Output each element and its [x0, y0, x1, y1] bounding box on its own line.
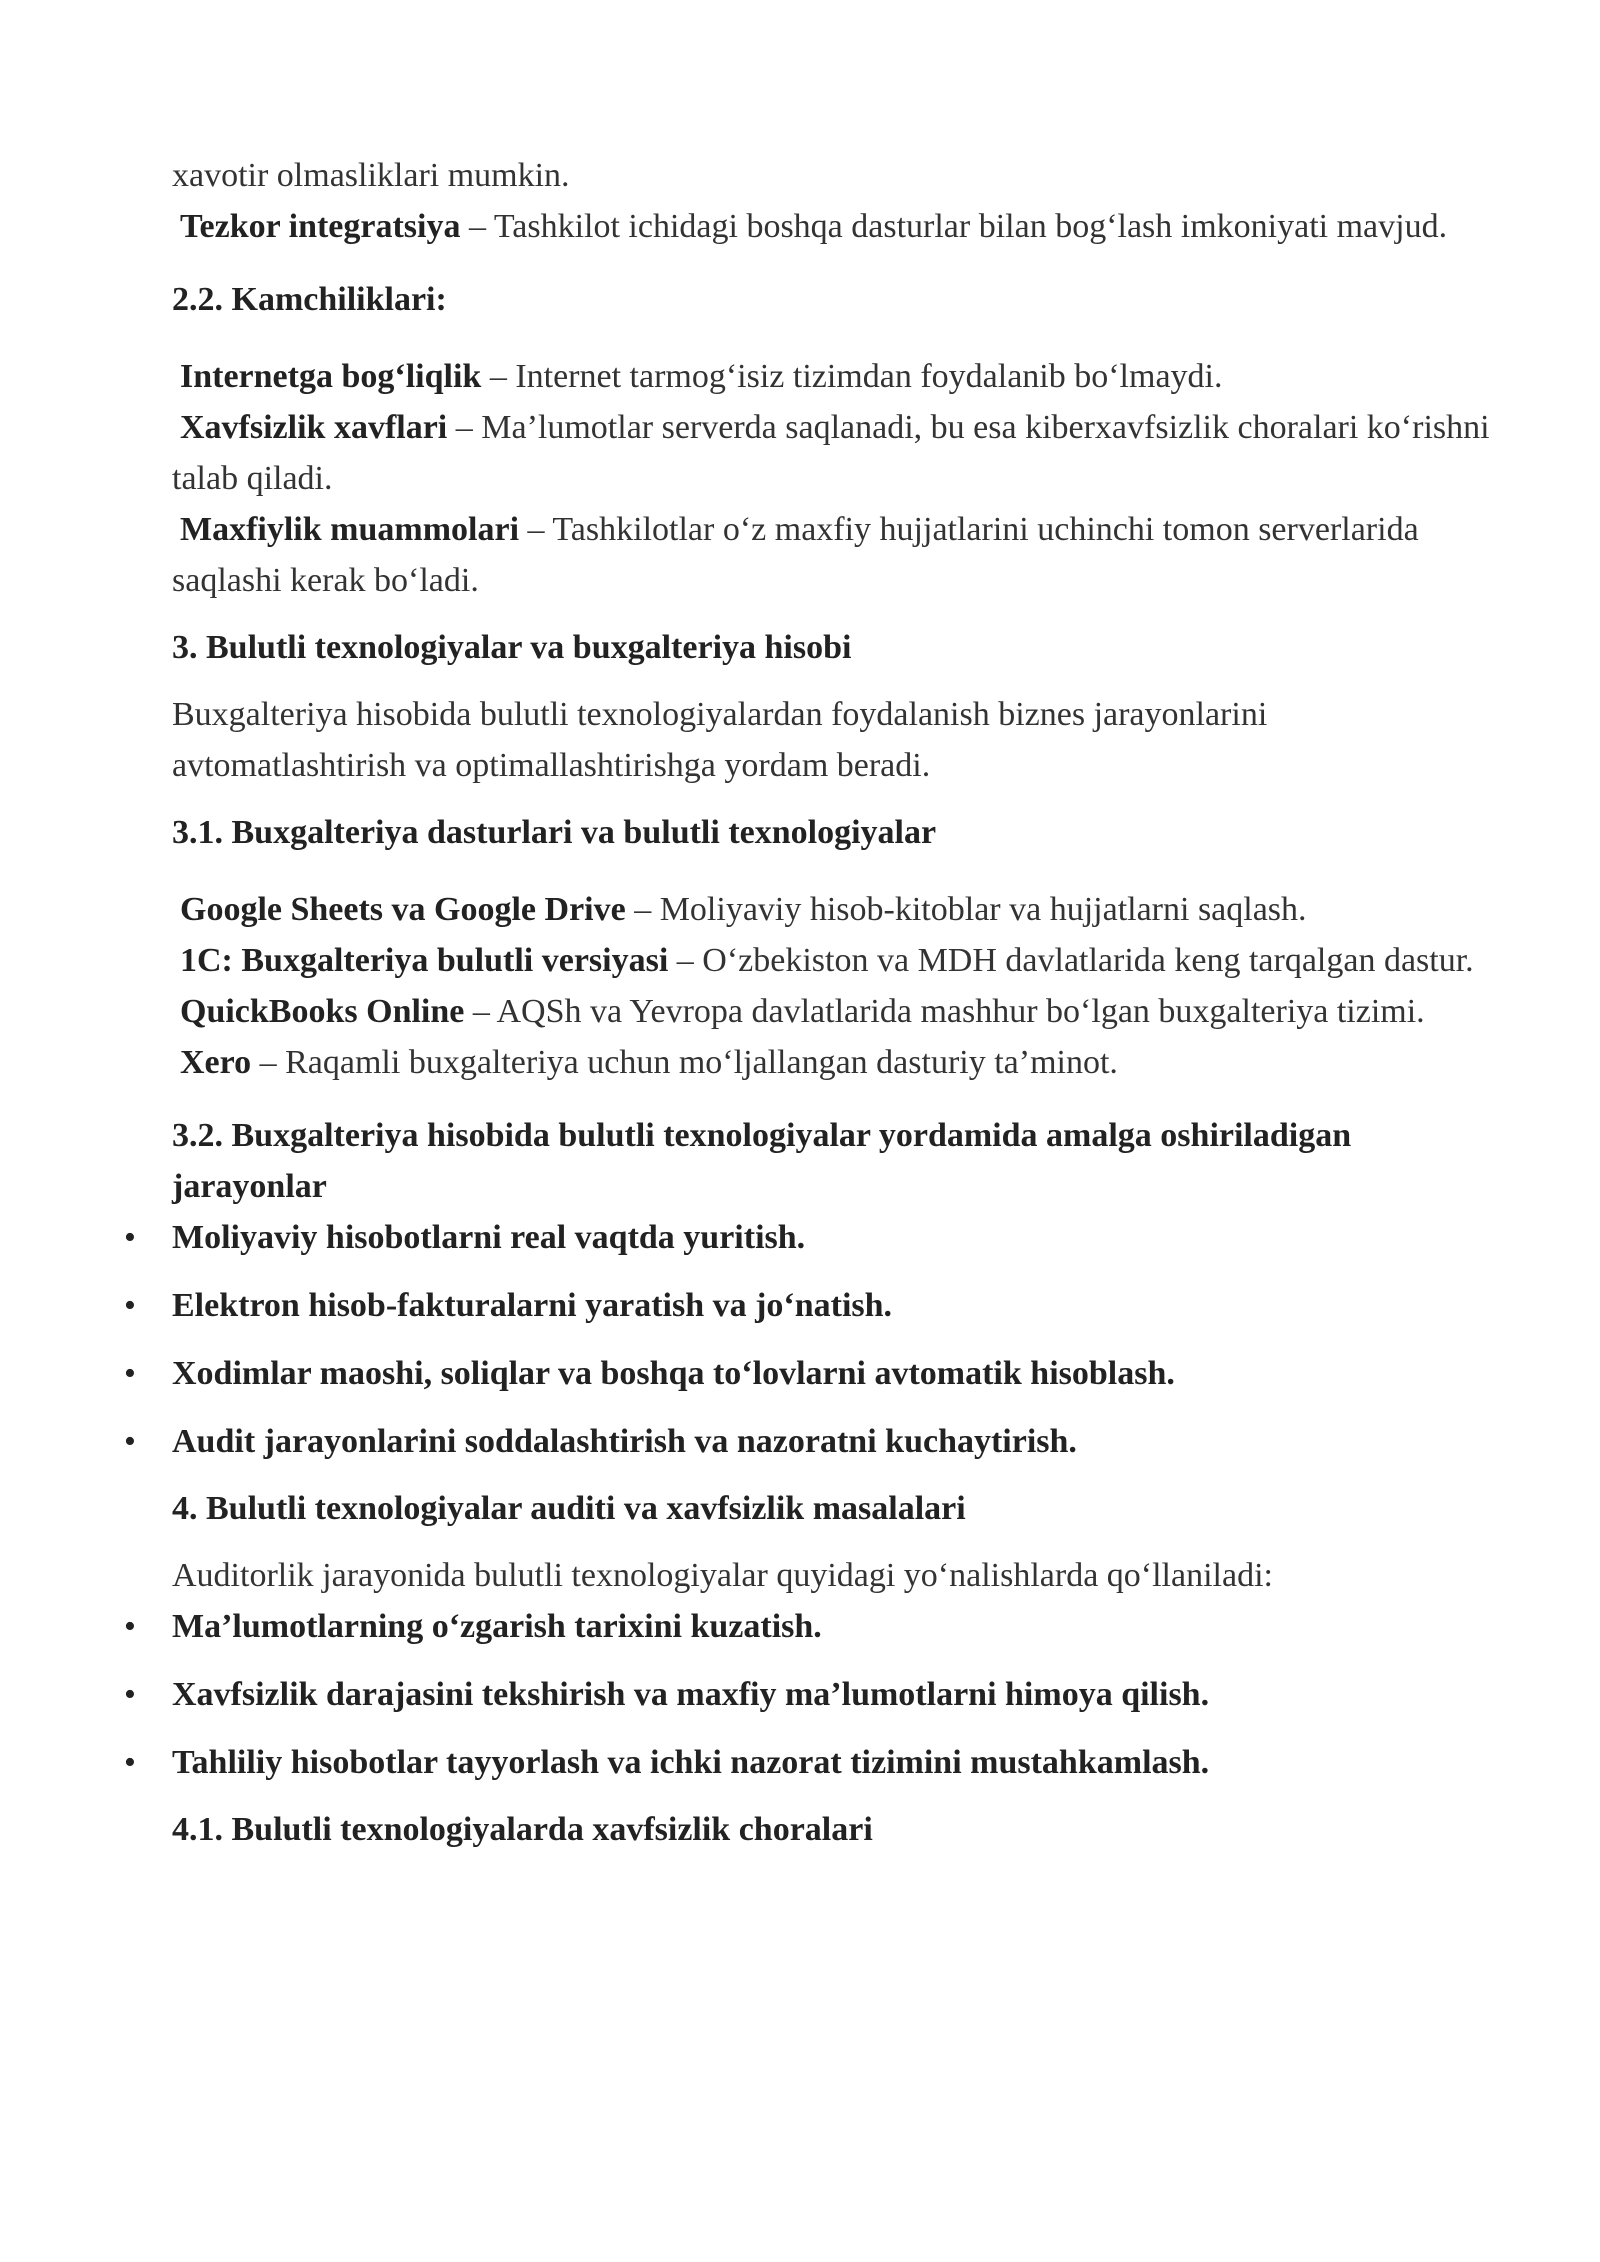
item-description: – Tashkilotlar o‘z maxfiy hujjatlarini uchinchi tomon serverlarida saqlashi kerak bo‘ladi. [172, 511, 1419, 599]
item-term: QuickBooks Online [180, 993, 465, 1030]
item-description: – Ma’lumotlar serverda saqlanadi, bu esa kiberxavfsizlik choralari ko‘rishni talab qiladi. [172, 409, 1490, 497]
list-item-text: Elektron hisob-fakturalarni yaratish va jo‘natish. [172, 1287, 893, 1324]
list-item-text: Moliyaviy hisobotlarni real vaqtda yuritish. [172, 1219, 806, 1256]
bullet-icon: • [124, 1287, 136, 1324]
item-term: Maxfiylik muammolari [180, 511, 520, 548]
section-heading-4-1: 4.1. Bulutli texnologiyalarda xavfsizlik choralari [172, 1811, 873, 1848]
item-description: – O‘zbekiston va MDH davlatlarida keng tarqalgan dastur. [668, 942, 1474, 979]
list-item [124, 1280, 1490, 1331]
paragraph-continuation [172, 150, 1490, 201]
item-description: – Moliyaviy hisob-kitoblar va hujjatlarni saqlash. [625, 891, 1307, 928]
list-item [124, 1601, 1490, 1652]
item-term: Google Sheets va Google Drive [180, 891, 626, 928]
list-item [124, 1669, 1490, 1720]
list-item-text: Ma’lumotlarning o‘zgarish tarixini kuzatish. [172, 1608, 822, 1645]
disadvantage-item [172, 402, 1490, 504]
section-heading-4: 4. Bulutli texnologiyalar auditi va xavfsizlik masalalari [172, 1490, 966, 1527]
item-term: Tezkor integratsiya [180, 208, 461, 245]
list-item-text: Xodimlar maoshi, soliqlar va boshqa to‘lovlarni avtomatik hisoblash. [172, 1355, 1175, 1392]
list-item [124, 1416, 1490, 1467]
software-item [172, 1037, 1490, 1088]
software-list [172, 884, 1490, 1088]
bullet-icon: • [124, 1423, 136, 1460]
item-term: Xavfsizlik xavflari [180, 409, 448, 446]
section-heading-3-1: 3.1. Buxgalteriya dasturlari va bulutli texnologiyalar [172, 814, 937, 851]
bullet-icon: • [124, 1608, 136, 1645]
item-description: – Raqamli buxgalteriya uchun mo‘ljallangan dasturiy ta’minot. [251, 1044, 1118, 1081]
section-3-paragraph: Buxgalteriya hisobida bulutli texnologiyalardan foydalanish biznes jarayonlarini avtomatlashtirish va optimallashtirishga yordam beradi. [172, 696, 1268, 784]
disadvantage-item [172, 351, 1490, 402]
item-description: – Tashkilot ichidagi boshqa dasturlar bilan bog‘lash imkoniyati mavjud. [460, 208, 1448, 245]
bullet-icon: • [124, 1744, 136, 1781]
section-heading-2-2: 2.2. Kamchiliklari: [172, 281, 447, 318]
section-heading-3-2: 3.2. Buxgalteriya hisobida bulutli texnologiyalar yordamida amalga oshiriladigan jarayonlar [172, 1117, 1352, 1205]
disadvantages-list [172, 351, 1490, 606]
bullet-icon: • [124, 1219, 136, 1256]
list-item-text: Tahliliy hisobotlar tayyorlash va ichki nazorat tizimini mustahkamlash. [172, 1744, 1210, 1781]
disadvantage-item [172, 504, 1490, 606]
processes-bullet-list [124, 1212, 1490, 1467]
bullet-icon: • [124, 1355, 136, 1392]
software-item [172, 884, 1490, 935]
software-item [172, 935, 1490, 986]
list-item [124, 1348, 1490, 1399]
item-description: – Internet tarmog‘isiz tizimdan foydalanib bo‘lmaydi. [481, 358, 1223, 395]
advantage-item [172, 201, 1490, 252]
item-term: Xero [180, 1044, 252, 1081]
section-4-paragraph: Auditorlik jarayonida bulutli texnologiyalar quyidagi yo‘nalishlarda qo‘llaniladi: [172, 1557, 1273, 1594]
list-item-text: Audit jarayonlarini soddalashtirish va nazoratni kuchaytirish. [172, 1423, 1077, 1460]
section-heading-3: 3. Bulutli texnologiyalar va buxgalteriya hisobi [172, 629, 852, 666]
item-term: 1C: Buxgalteriya bulutli versiyasi [180, 942, 669, 979]
item-description: – AQSh va Yevropa davlatlarida mashhur bo‘lgan buxgalteriya tizimi. [464, 993, 1425, 1030]
software-item [172, 986, 1490, 1037]
audit-bullet-list [124, 1601, 1490, 1788]
bullet-icon: • [124, 1676, 136, 1713]
list-item-text: Xavfsizlik darajasini tekshirish va maxfiy ma’lumotlarni himoya qilish. [172, 1676, 1210, 1713]
list-item [124, 1737, 1490, 1788]
list-item [124, 1212, 1490, 1263]
item-term: Internetga bog‘liqlik [180, 358, 482, 395]
paragraph-text: xavotir olmasliklari mumkin. [172, 157, 570, 194]
